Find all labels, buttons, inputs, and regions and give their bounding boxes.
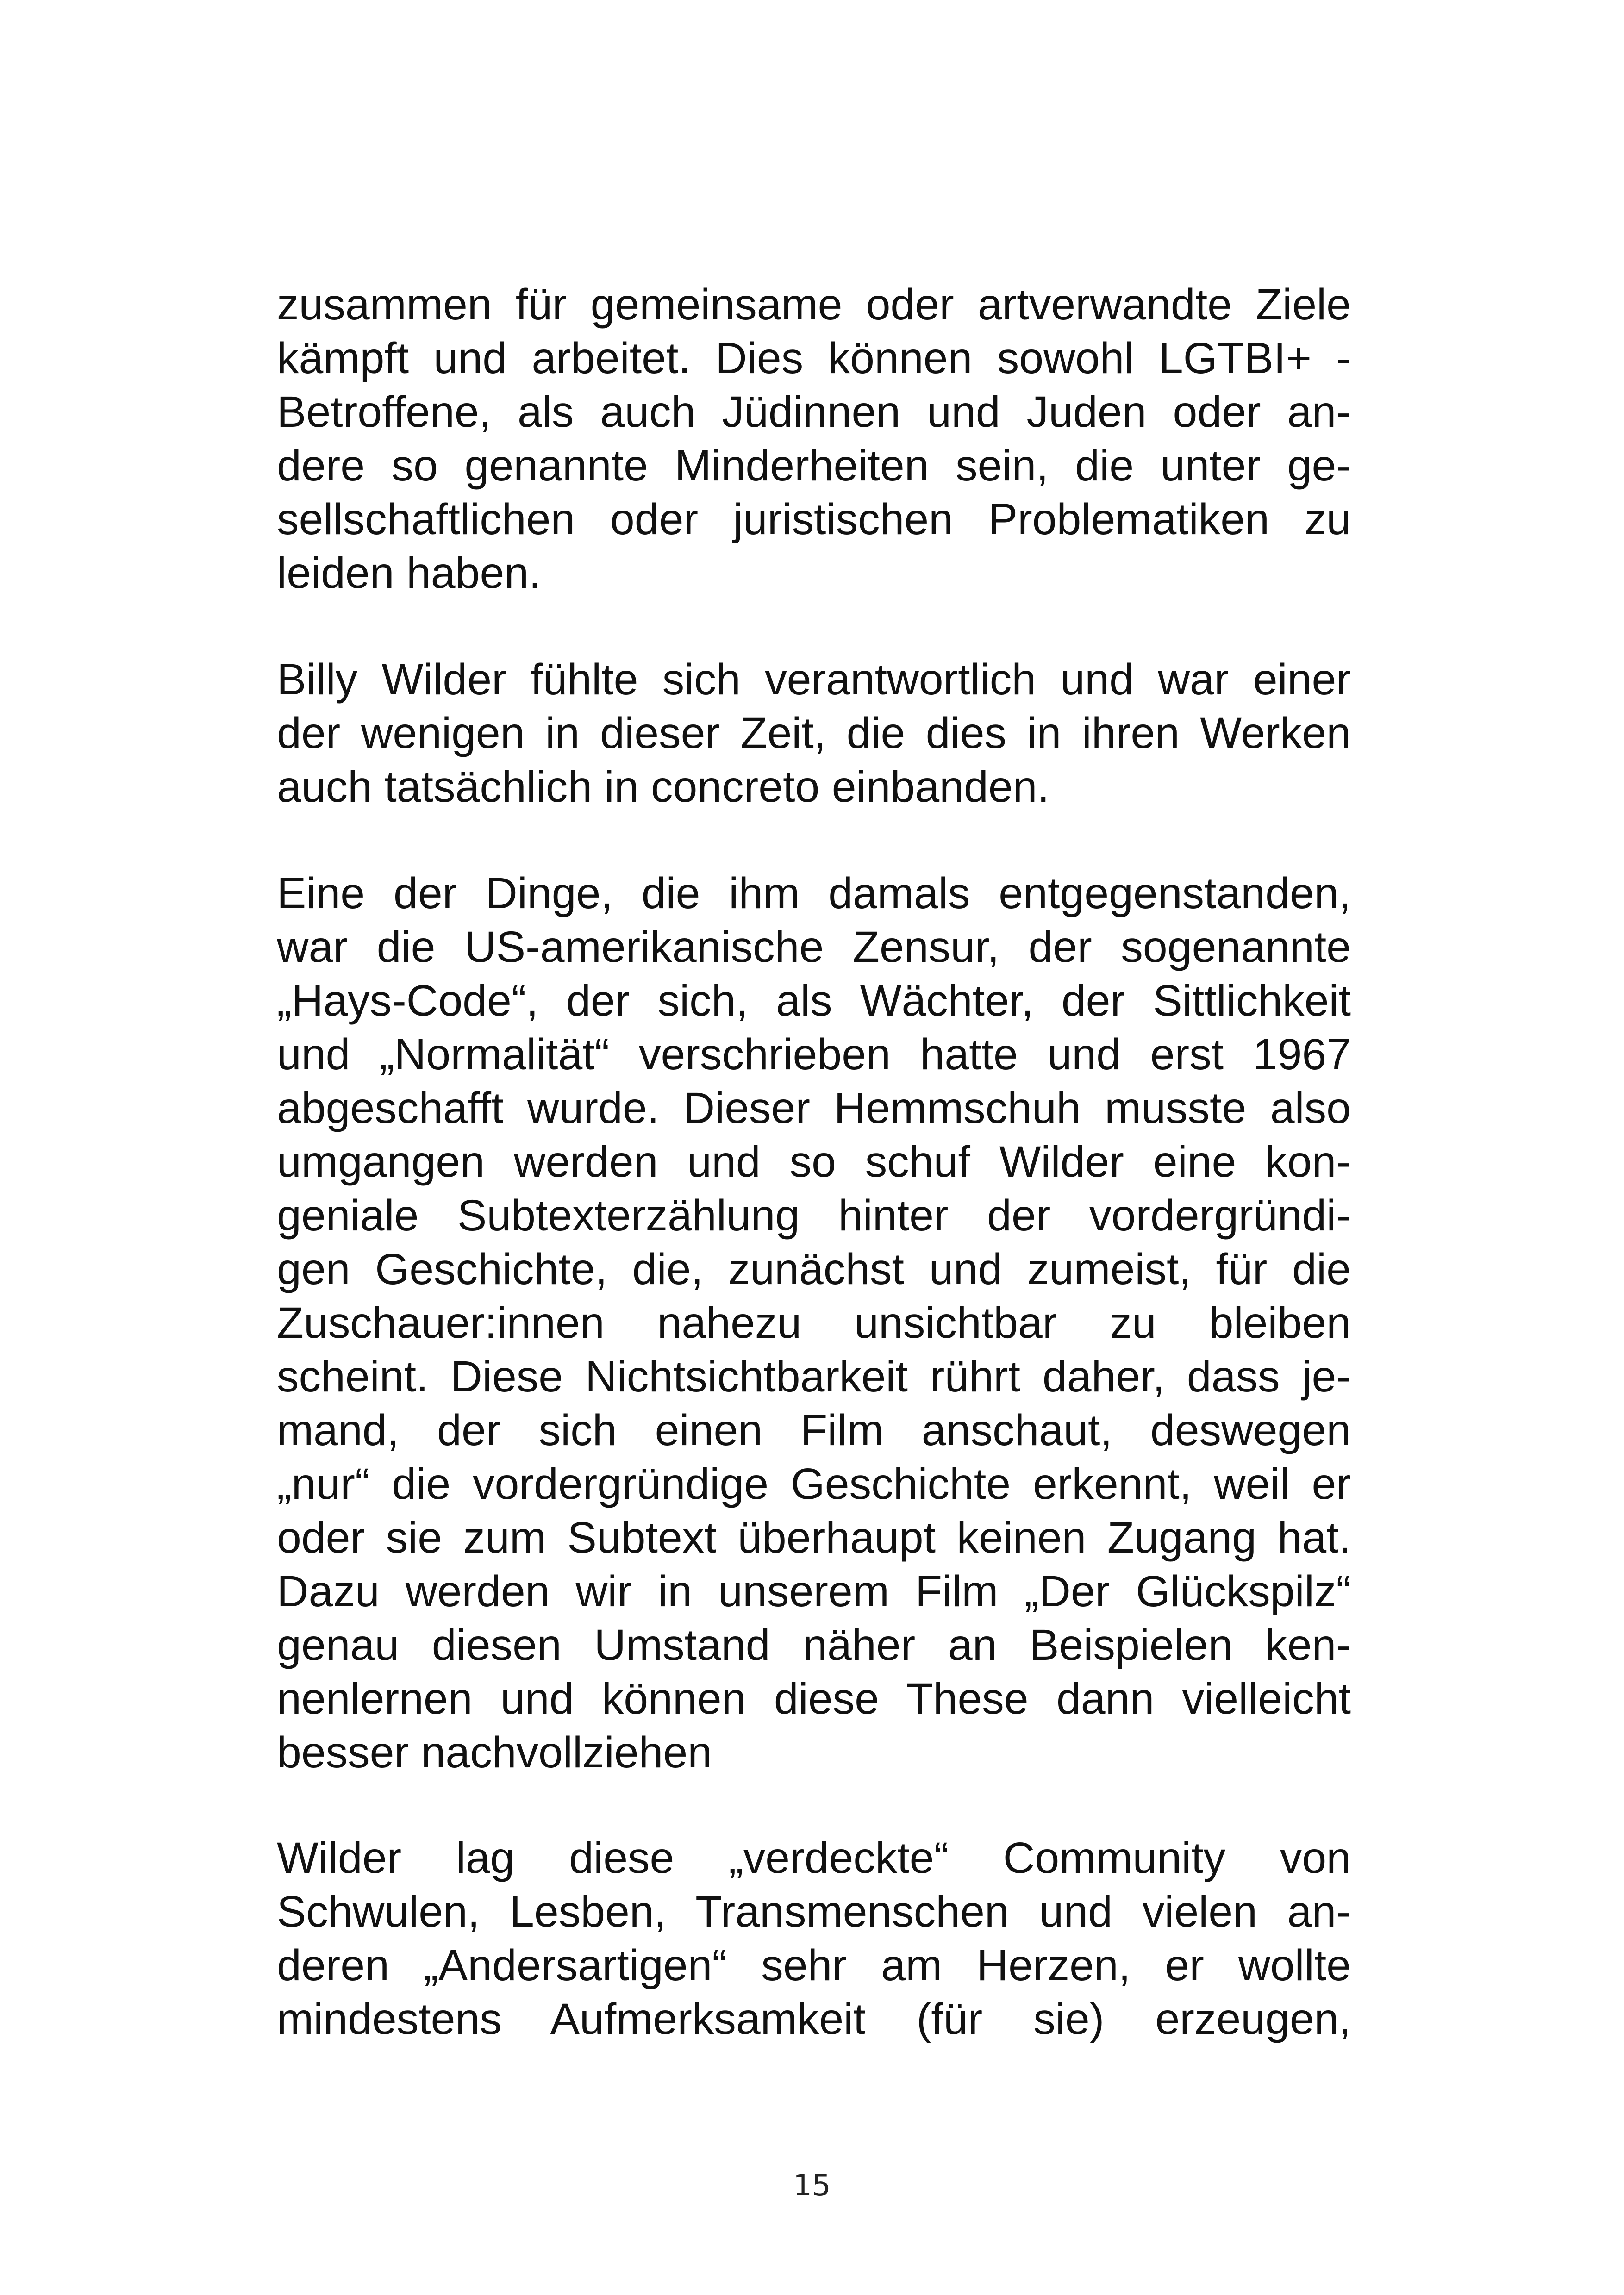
text-line: der wenigen in dieser Zeit, die dies in ihren Werken bbox=[277, 709, 1351, 758]
text-line: und „Normalität“ verschrieben hatte und erst 1967 bbox=[277, 1030, 1351, 1079]
text-line: Dazu werden wir in unserem Film „Der Glückspilz“ bbox=[277, 1567, 1351, 1616]
text-line: genau diesen Umstand näher an Beispielen ken- bbox=[277, 1621, 1351, 1670]
paragraph-4 bbox=[277, 1831, 1351, 2046]
page-number: 15 bbox=[793, 2169, 831, 2203]
text-line: Eine der Dinge, die ihm damals entgegenstanden, bbox=[277, 869, 1351, 918]
text-line: kämpft und arbeitet. Dies können sowohl LGTBI+ - bbox=[277, 334, 1351, 383]
text-line: scheint. Diese Nichtsichtbarkeit rührt daher, dass je- bbox=[277, 1352, 1351, 1401]
text-line: besser nachvollziehen bbox=[277, 1728, 712, 1777]
text-line: oder sie zum Subtext überhaupt keinen Zugang hat. bbox=[277, 1513, 1351, 1562]
text-line: leiden haben. bbox=[277, 549, 541, 598]
text-line: abgeschafft wurde. Dieser Hemmschuh musste also bbox=[277, 1084, 1351, 1133]
text-line: Billy Wilder fühlte sich verantwortlich und war einer bbox=[277, 655, 1351, 704]
text-line: umgangen werden und so schuf Wilder eine kon- bbox=[277, 1137, 1351, 1186]
text-line: sellschaftlichen oder juristischen Problematiken zu bbox=[277, 495, 1351, 544]
text-line: Zuschauer:innen nahezu unsichtbar zu bleiben bbox=[277, 1298, 1351, 1347]
text-line: deren „Andersartigen“ sehr am Herzen, er wollte bbox=[277, 1941, 1351, 1990]
text-line: gen Geschichte, die, zunächst und zumeist, für die bbox=[277, 1245, 1351, 1294]
text-line: dere so genannte Minderheiten sein, die unter ge- bbox=[277, 441, 1351, 490]
text-line: nenlernen und können diese These dann vielleicht bbox=[277, 1674, 1351, 1723]
text-line: zusammen für gemeinsame oder artverwandte Ziele bbox=[277, 280, 1351, 329]
text-line: war die US-amerikanische Zensur, der sogenannte bbox=[277, 923, 1351, 972]
text-line: mand, der sich einen Film anschaut, deswegen bbox=[277, 1406, 1351, 1455]
text-line: „nur“ die vordergründige Geschichte erkennt, weil er bbox=[277, 1459, 1351, 1509]
paragraph-3 bbox=[277, 867, 1351, 1779]
text-line: Schwulen, Lesben, Transmenschen und vielen an- bbox=[277, 1887, 1351, 1936]
text-line: mindestens Aufmerksamkeit (für sie) erzeugen, bbox=[277, 1995, 1351, 2044]
text-line: geniale Subtexterzählung hinter der vordergründi- bbox=[277, 1191, 1351, 1240]
text-line: Betroffene, als auch Jüdinnen und Juden oder an- bbox=[277, 387, 1351, 437]
paragraph-1 bbox=[277, 278, 1351, 600]
text-line: „Hays-Code“, der sich, als Wächter, der Sittlichkeit bbox=[277, 976, 1351, 1025]
text-line: Wilder lag diese „verdeckte“ Community von bbox=[277, 1834, 1351, 1883]
paragraph-2 bbox=[277, 653, 1351, 814]
text-line: auch tatsächlich in concreto einbanden. bbox=[277, 762, 1049, 811]
